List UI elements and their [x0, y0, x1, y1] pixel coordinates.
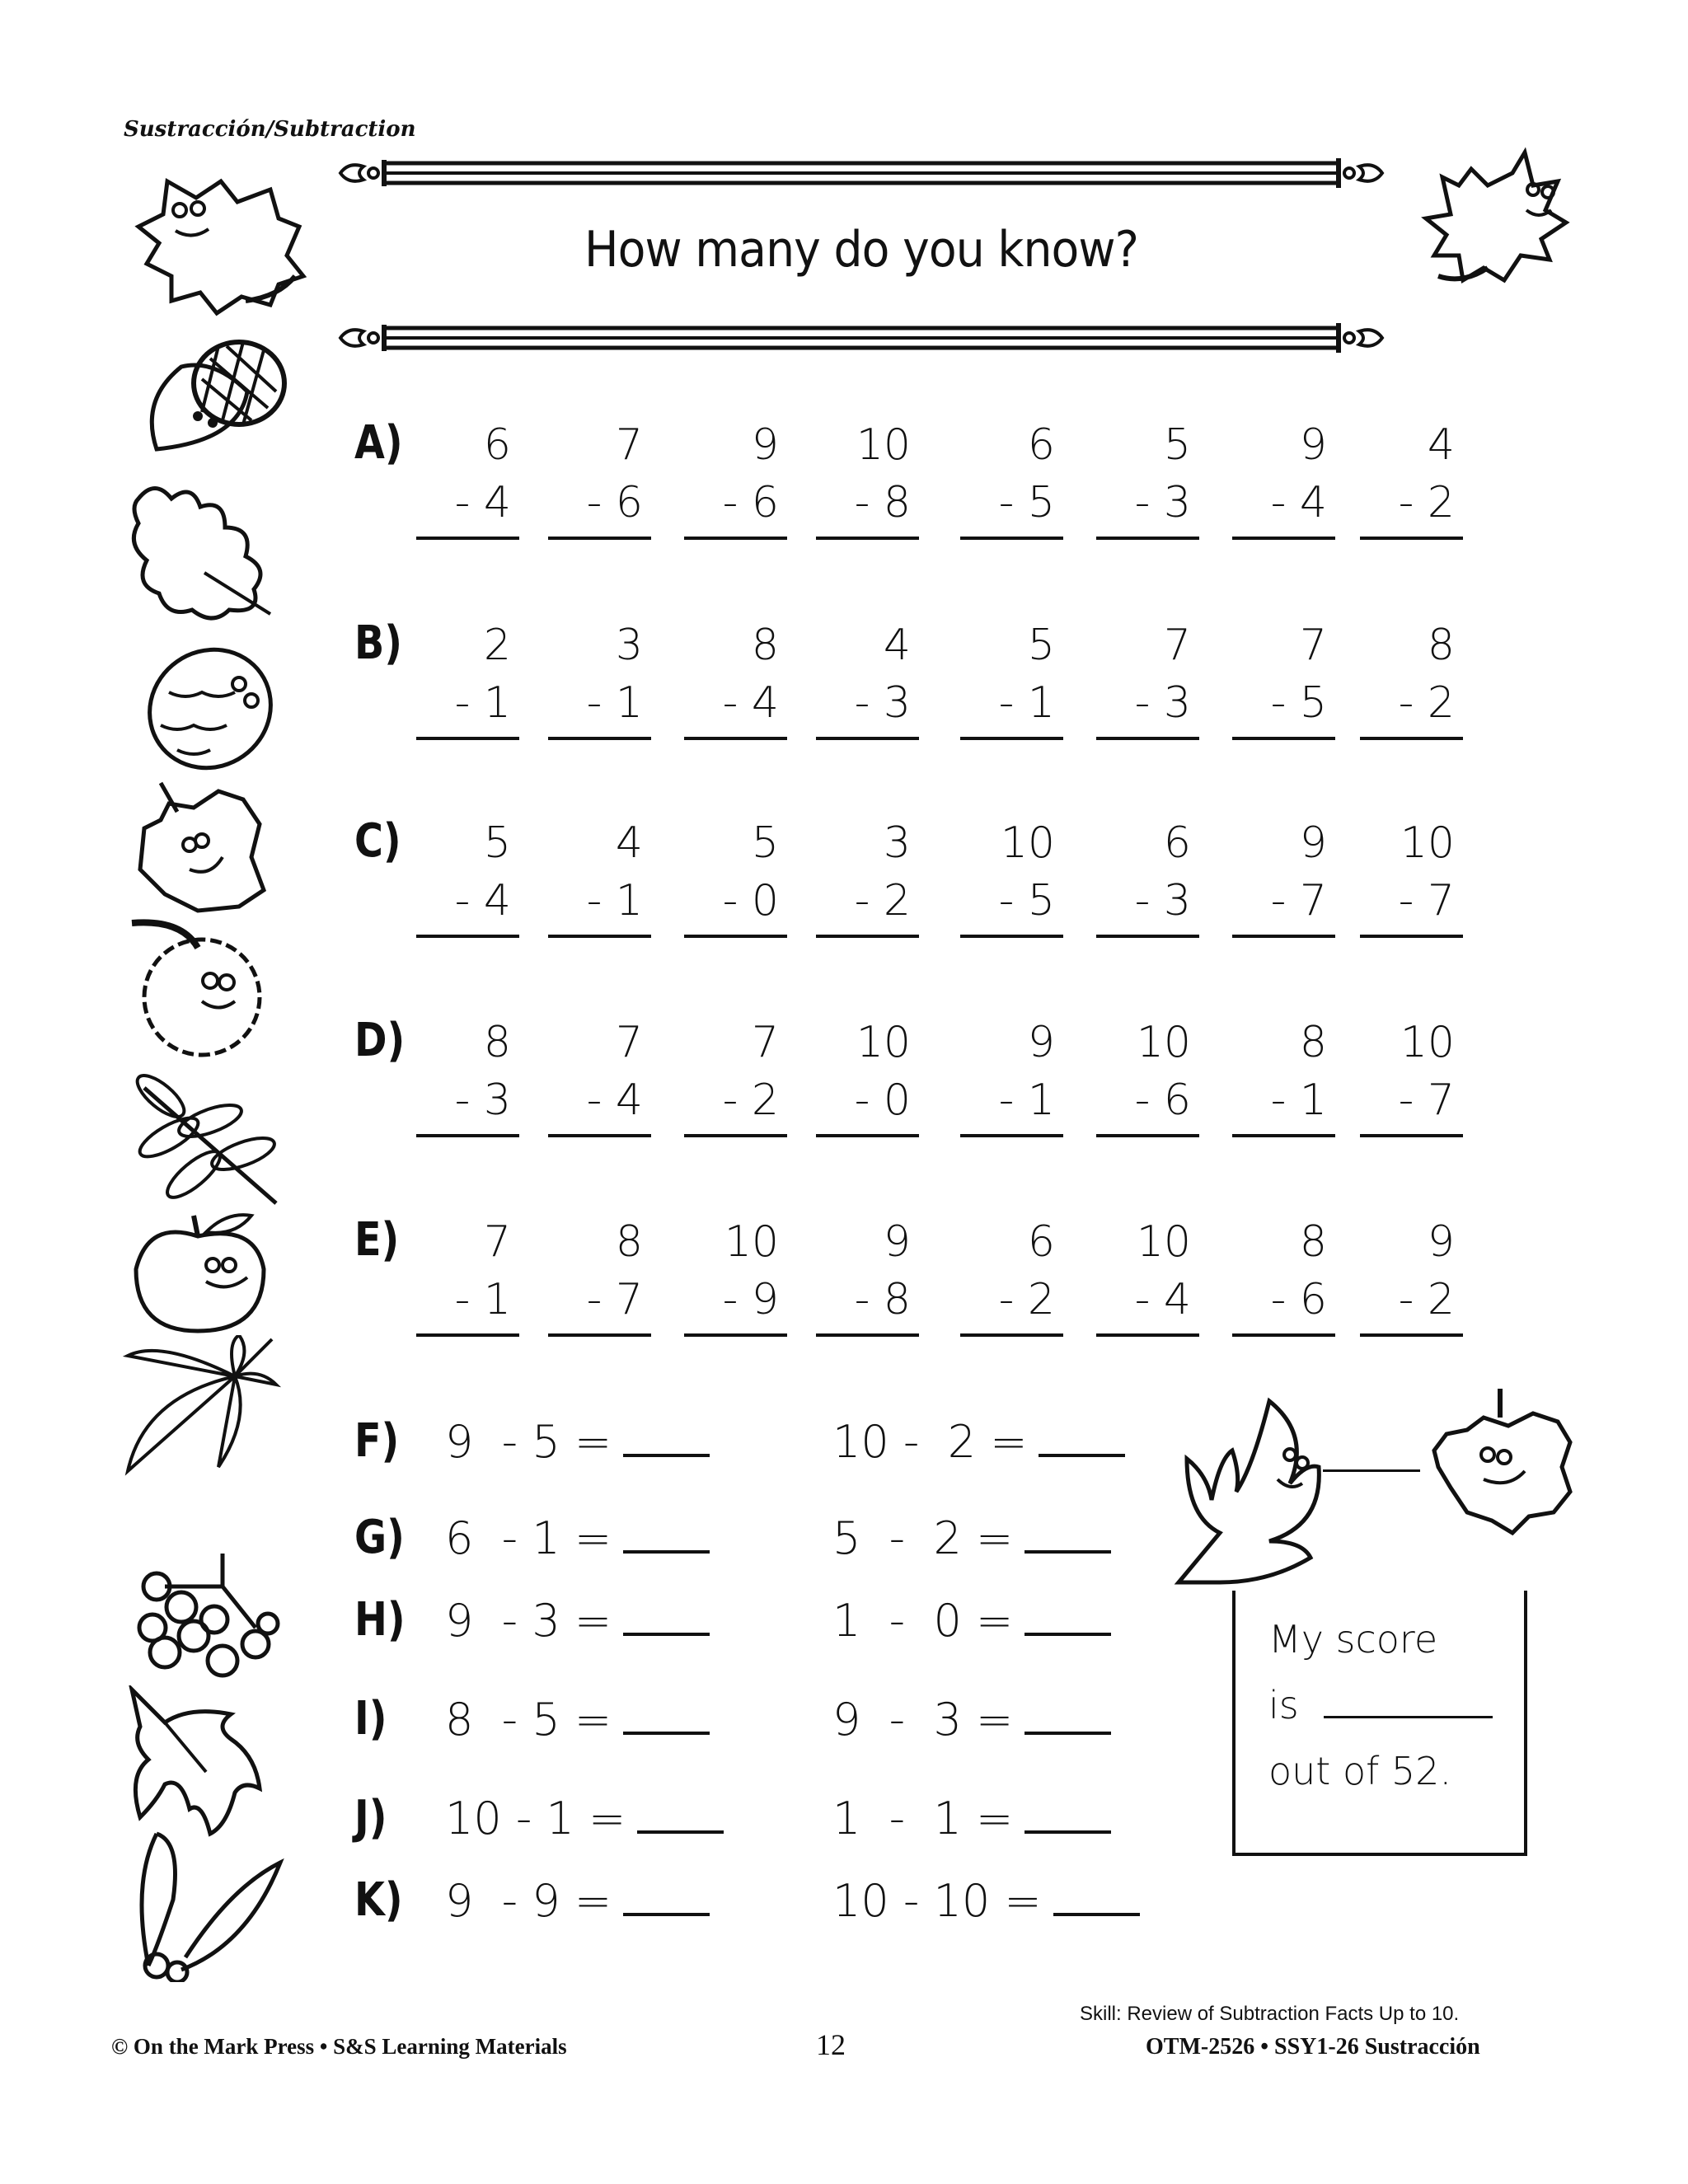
minuend: 8: [483, 1018, 511, 1067]
equation-left: [445, 1793, 724, 1844]
answer-line[interactable]: [1096, 935, 1199, 938]
vertical-problem: [816, 1014, 919, 1137]
copyright-text: © On the Mark Press • S&S Learning Materials: [111, 2034, 567, 2059]
vertical-problem: [1232, 1014, 1335, 1137]
answer-line[interactable]: [960, 537, 1063, 540]
minuend: 10: [1000, 818, 1055, 868]
equation-text: 10 - 1 =: [445, 1793, 626, 1844]
subtrahend: - 3: [1134, 678, 1191, 728]
vertical-problem: [416, 1014, 519, 1137]
minuend: 10: [1136, 1018, 1191, 1067]
minuend: 4: [883, 621, 911, 670]
answer-line[interactable]: [1360, 1134, 1463, 1137]
vertical-problem: [960, 1014, 1063, 1137]
minuend: 6: [1027, 1217, 1055, 1267]
vertical-problem: [816, 416, 919, 540]
minuend: 10: [856, 420, 911, 470]
answer-line[interactable]: [416, 1134, 519, 1137]
subtrahend: - 8: [854, 478, 911, 527]
minuend: 7: [615, 420, 643, 470]
answer-line[interactable]: [684, 737, 787, 740]
answer-blank[interactable]: [623, 1550, 710, 1554]
answer-line[interactable]: [1232, 1333, 1335, 1337]
vertical-problem: [1360, 1213, 1463, 1337]
equation-left: [445, 1595, 710, 1647]
answer-blank[interactable]: [1025, 1550, 1111, 1554]
subtrahend: - 7: [1270, 876, 1327, 926]
decorative-rod-top: [334, 155, 1389, 191]
equation-text: 10 - 10 =: [832, 1875, 1042, 1927]
vertical-problem: [1360, 814, 1463, 938]
minuend: 10: [1400, 818, 1455, 868]
answer-line[interactable]: [960, 935, 1063, 938]
subtrahend: - 4: [454, 478, 511, 527]
equation-right: [832, 1512, 1111, 1564]
minuend: 10: [856, 1018, 911, 1067]
subtrahend: - 4: [1134, 1275, 1191, 1324]
minuend: 2: [483, 621, 511, 670]
vertical-problem: [1096, 1213, 1199, 1337]
subtrahend: - 4: [586, 1076, 643, 1125]
vertical-problem: [960, 616, 1063, 740]
subtrahend: - 3: [854, 678, 911, 728]
answer-line[interactable]: [416, 935, 519, 938]
vertical-problem: [1096, 1014, 1199, 1137]
subtrahend: - 1: [586, 876, 643, 926]
minuend: 6: [1027, 420, 1055, 470]
answer-line[interactable]: [684, 1134, 787, 1137]
answer-line[interactable]: [1360, 737, 1463, 740]
answer-line[interactable]: [816, 537, 919, 540]
subtrahend: - 5: [998, 478, 1055, 527]
equation-right: [832, 1793, 1111, 1844]
equation-left: [445, 1416, 710, 1468]
subtrahend: - 4: [722, 678, 779, 728]
vertical-problem: [548, 616, 651, 740]
minuend: 7: [1163, 621, 1191, 670]
minuend: 10: [724, 1217, 779, 1267]
answer-line[interactable]: [548, 737, 651, 740]
vertical-problem: [1360, 616, 1463, 740]
page-number: 12: [816, 2028, 846, 2061]
vertical-problem: [960, 814, 1063, 938]
minuend: 10: [1136, 1217, 1191, 1267]
subtrahend: - 0: [854, 1076, 911, 1125]
vertical-problem: [816, 1213, 919, 1337]
vertical-problem: [416, 1213, 519, 1337]
maple-leaf-icon: [122, 161, 320, 317]
birch-leaf-icon: [1418, 1385, 1582, 1549]
row-label: C): [354, 814, 401, 868]
answer-line[interactable]: [548, 1333, 651, 1337]
minuend: 10: [1400, 1018, 1455, 1067]
vertical-problem: [960, 416, 1063, 540]
vertical-problem: [548, 1213, 651, 1337]
subtrahend: - 6: [586, 478, 643, 527]
decorative-rod-bottom: [334, 320, 1389, 356]
equation-left: [445, 1694, 710, 1746]
minuend: 8: [1299, 1018, 1327, 1067]
answer-line[interactable]: [816, 935, 919, 938]
equation-text: 1 - 0 =: [832, 1595, 1014, 1647]
subtrahend: - 7: [586, 1275, 643, 1324]
answer-line[interactable]: [1232, 737, 1335, 740]
answer-line[interactable]: [1360, 935, 1463, 938]
chestnut-burr-icon: [124, 915, 280, 1063]
acorn-icon: [132, 326, 297, 466]
equation-text: 1 - 1 =: [832, 1793, 1014, 1844]
row-label: E): [354, 1213, 400, 1267]
minuend: 9: [1299, 420, 1327, 470]
subtrahend: - 2: [722, 1076, 779, 1125]
answer-line[interactable]: [1096, 737, 1199, 740]
page-title: How many do you know?: [584, 221, 1138, 279]
minuend: 9: [1027, 1018, 1055, 1067]
row-label: G): [354, 1511, 405, 1564]
subtrahend: - 3: [1134, 876, 1191, 926]
vertical-problem: [1232, 416, 1335, 540]
answer-blank[interactable]: [1025, 1830, 1111, 1834]
vertical-problem: [1232, 814, 1335, 938]
answer-line[interactable]: [1360, 1333, 1463, 1337]
score-label-line2: [1268, 1683, 1493, 1727]
row-label: I): [354, 1692, 387, 1746]
vertical-problem: [1096, 814, 1199, 938]
score-answer-blank[interactable]: [1324, 1716, 1493, 1718]
answer-blank[interactable]: [1053, 1913, 1140, 1916]
vertical-problem: [1360, 1014, 1463, 1137]
subtrahend: - 4: [454, 876, 511, 926]
answer-line[interactable]: [816, 737, 919, 740]
answer-line[interactable]: [684, 1333, 787, 1337]
maple-leaf-icon: [1393, 136, 1582, 309]
product-code: OTM-2526 • SSY1-26 Sustracción: [1146, 2034, 1480, 2060]
answer-blank[interactable]: [623, 1633, 710, 1636]
equation-right: [832, 1595, 1111, 1647]
vertical-problem: [1232, 1213, 1335, 1337]
minuend: 8: [615, 1217, 643, 1267]
subtrahend: - 2: [1398, 678, 1455, 728]
answer-line[interactable]: [684, 935, 787, 938]
equation-text: 5 - 2 =: [832, 1512, 1014, 1564]
equation-text: 9 - 5 =: [445, 1416, 612, 1468]
minuend: 5: [483, 818, 511, 868]
vertical-problem: [960, 1213, 1063, 1337]
minuend: 9: [1427, 1217, 1455, 1267]
answer-line[interactable]: [416, 1333, 519, 1337]
subtrahend: - 2: [998, 1275, 1055, 1324]
minuend: 9: [883, 1217, 911, 1267]
equation-left: [445, 1875, 710, 1927]
minuend: 3: [883, 818, 911, 868]
vertical-problem: [416, 616, 519, 740]
answer-line[interactable]: [416, 737, 519, 740]
subtrahend: - 2: [1398, 1275, 1455, 1324]
subtrahend: - 2: [854, 876, 911, 926]
berry-cluster-icon: [124, 1554, 280, 1685]
answer-line[interactable]: [1096, 537, 1199, 540]
rowan-leaf-icon: [120, 1071, 284, 1212]
vertical-problem: [684, 416, 787, 540]
minuend: 7: [615, 1018, 643, 1067]
equation-text: 9 - 3 =: [445, 1595, 612, 1647]
minuend: 7: [1299, 621, 1327, 670]
subtrahend: - 1: [586, 678, 643, 728]
answer-line[interactable]: [1096, 1134, 1199, 1137]
sycamore-leaf-icon: [124, 1685, 288, 1842]
answer-line[interactable]: [1232, 537, 1335, 540]
vertical-problem: [816, 814, 919, 938]
subtrahend: - 1: [998, 1076, 1055, 1125]
vertical-problem: [816, 616, 919, 740]
row-label: F): [354, 1414, 400, 1468]
answer-line[interactable]: [548, 1134, 651, 1137]
subtrahend: - 7: [1398, 1076, 1455, 1125]
vertical-problem: [684, 1213, 787, 1337]
equation-left: [445, 1512, 710, 1564]
minuend: 7: [751, 1018, 779, 1067]
subtrahend: - 3: [454, 1076, 511, 1125]
equation-text: 6 - 1 =: [445, 1512, 612, 1564]
equation-right: [832, 1875, 1140, 1927]
subtrahend: - 6: [1134, 1076, 1191, 1125]
minuend: 5: [1027, 621, 1055, 670]
section-label: Sustracción/Subtraction: [124, 117, 416, 142]
subtrahend: - 1: [454, 1275, 511, 1324]
maple-seed-icon: [124, 1825, 288, 1982]
answer-line[interactable]: [1232, 935, 1335, 938]
vertical-problem: [548, 416, 651, 540]
score-label-line3: out of 52.: [1268, 1749, 1452, 1793]
connector-line: [1323, 1469, 1420, 1472]
equation-right: [832, 1694, 1111, 1746]
minuend: 5: [1163, 420, 1191, 470]
minuend: 9: [1299, 818, 1327, 868]
answer-line[interactable]: [1232, 1134, 1335, 1137]
minuend: 6: [1163, 818, 1191, 868]
vertical-problem: [1096, 416, 1199, 540]
minuend: 8: [1299, 1217, 1327, 1267]
answer-blank[interactable]: [1025, 1732, 1111, 1735]
score-box: [1232, 1591, 1527, 1856]
equation-text: 10 - 2 =: [832, 1416, 1028, 1468]
vertical-problem: [416, 416, 519, 540]
score-is-label: is: [1268, 1683, 1299, 1727]
score-label-line1: My score: [1268, 1617, 1438, 1661]
oak-leaf-icon: [122, 474, 295, 622]
answer-line[interactable]: [960, 1333, 1063, 1337]
answer-blank[interactable]: [1039, 1454, 1125, 1457]
answer-line[interactable]: [960, 1134, 1063, 1137]
minuend: 7: [483, 1217, 511, 1267]
row-label: J): [354, 1791, 387, 1844]
answer-line[interactable]: [816, 1134, 919, 1137]
vertical-problem: [548, 814, 651, 938]
pine-cone-icon: [128, 635, 293, 775]
equation-text: 9 - 3 =: [832, 1694, 1014, 1746]
subtrahend: - 1: [454, 678, 511, 728]
subtrahend: - 5: [998, 876, 1055, 926]
answer-line[interactable]: [1360, 537, 1463, 540]
answer-blank[interactable]: [623, 1913, 710, 1916]
answer-blank[interactable]: [623, 1732, 710, 1735]
subtrahend: - 1: [1270, 1076, 1327, 1125]
row-label: B): [354, 616, 403, 670]
minuend: 8: [1427, 621, 1455, 670]
subtrahend: - 4: [1270, 478, 1327, 527]
minuend: 4: [615, 818, 643, 868]
row-label: H): [354, 1593, 406, 1647]
answer-line[interactable]: [684, 537, 787, 540]
vertical-problem: [1360, 416, 1463, 540]
minuend: 3: [615, 621, 643, 670]
minuend: 6: [483, 420, 511, 470]
minuend: 9: [751, 420, 779, 470]
answer-line[interactable]: [1096, 1333, 1199, 1337]
vertical-problem: [416, 814, 519, 938]
answer-blank[interactable]: [623, 1454, 710, 1457]
vertical-problem: [684, 1014, 787, 1137]
vertical-problem: [548, 1014, 651, 1137]
oak-leaf-icon: [1170, 1393, 1327, 1591]
vertical-problem: [684, 814, 787, 938]
equation-right: [832, 1416, 1125, 1468]
vertical-problem: [1096, 616, 1199, 740]
minuend: 4: [1427, 420, 1455, 470]
subtrahend: - 2: [1398, 478, 1455, 527]
subtrahend: - 9: [722, 1275, 779, 1324]
equation-text: 9 - 9 =: [445, 1875, 612, 1927]
row-label: A): [354, 416, 403, 470]
subtrahend: - 6: [722, 478, 779, 527]
answer-line[interactable]: [548, 537, 651, 540]
chestnut-leaves-icon: [120, 1335, 284, 1479]
vertical-problem: [684, 616, 787, 740]
subtrahend: - 3: [1134, 478, 1191, 527]
answer-line[interactable]: [548, 935, 651, 938]
birch-leaf-icon: [120, 779, 284, 923]
subtrahend: - 8: [854, 1275, 911, 1324]
row-label: D): [354, 1014, 406, 1067]
answer-line[interactable]: [816, 1333, 919, 1337]
subtrahend: - 5: [1270, 678, 1327, 728]
apple-icon: [124, 1212, 272, 1335]
subtrahend: - 0: [722, 876, 779, 926]
skill-text: Skill: Review of Subtraction Facts Up to 10.: [1080, 2003, 1460, 2025]
equation-text: 8 - 5 =: [445, 1694, 612, 1746]
minuend: 5: [751, 818, 779, 868]
answer-blank[interactable]: [637, 1830, 724, 1834]
row-label: K): [354, 1873, 403, 1927]
subtrahend: - 7: [1398, 876, 1455, 926]
answer-line[interactable]: [416, 537, 519, 540]
minuend: 8: [751, 621, 779, 670]
answer-line[interactable]: [960, 737, 1063, 740]
vertical-problem: [1232, 616, 1335, 740]
subtrahend: - 1: [998, 678, 1055, 728]
subtrahend: - 6: [1270, 1275, 1327, 1324]
answer-blank[interactable]: [1025, 1633, 1111, 1636]
